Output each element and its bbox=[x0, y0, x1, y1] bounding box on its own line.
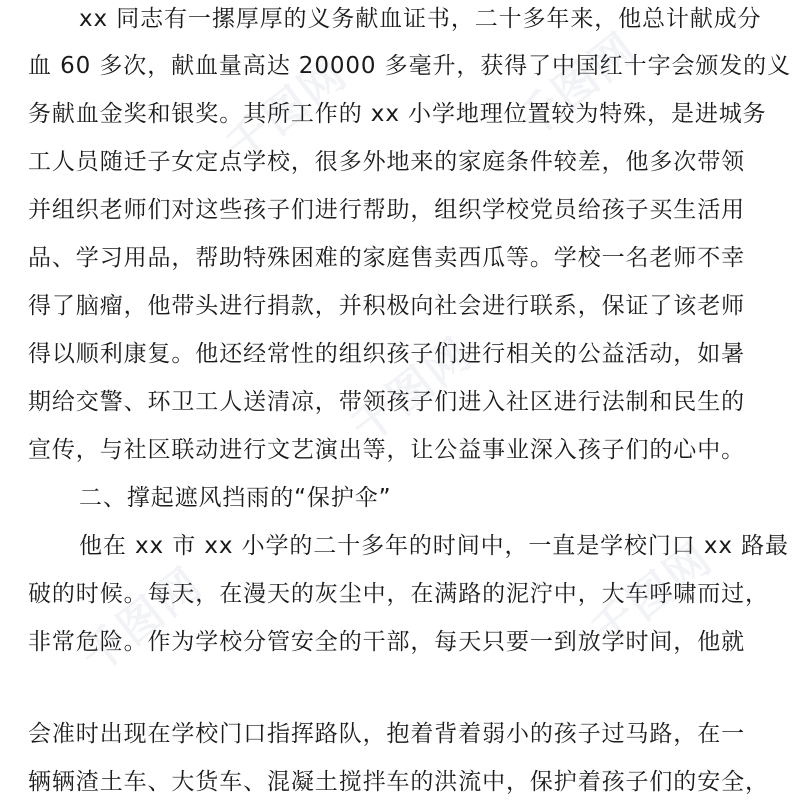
paragraph-line: 得以顺利康复。他还经常性的组织孩子们进行相关的公益活动，如暑 bbox=[28, 341, 745, 367]
section-heading: 二、撑起遮风挡雨的“保护伞” bbox=[79, 485, 392, 511]
paragraph-line: 宣传，与社区联动进行文艺演出等，让公益事业深入孩子们的心中。 bbox=[28, 437, 745, 463]
watermark: 千图网 bbox=[506, 22, 647, 149]
paragraph-line: 非常危险。作为学校分管安全的干部，每天只要一到放学时间，他就 bbox=[28, 629, 745, 655]
watermark: 千图网 bbox=[71, 557, 212, 684]
paragraph-line: 他在 xx 市 xx 小学的二十多年的时间中，一直是学校门口 xx 路最 bbox=[79, 533, 789, 559]
paragraph-line: 工人员随迁子女定点学校，很多外地来的家庭条件较差，他多次带领 bbox=[28, 149, 745, 175]
paragraph-line: 辆辆渣土车、大货车、混凝土搅拌车的洪流中，保护着孩子们的安全， bbox=[28, 769, 769, 795]
watermark: 千图网 bbox=[581, 532, 722, 659]
paragraph-line: 血 60 多次，献血量高达 20000 多毫升，获得了中国红十字会颁发的义 bbox=[28, 53, 791, 79]
paragraph-line: 破的时候。每天，在漫天的灰尘中，在满路的泥泞中，大车呼啸而过， bbox=[28, 581, 769, 607]
paragraph-line: 品、学习用品，帮助特殊困难的家庭售卖西瓜等。学校一名老师不幸 bbox=[28, 245, 745, 271]
paragraph-line: 务献血金奖和银奖。其所工作的 xx 小学地理位置较为特殊，是进城务 bbox=[28, 101, 767, 127]
paragraph-line: xx 同志有一摞厚厚的义务献血证书，二十多年来，他总计献成分 bbox=[79, 6, 762, 32]
watermark: 千图网 bbox=[216, 47, 357, 174]
paragraph-line: 会准时出现在学校门口指挥路队，抱着背着弱小的孩子过马路，在一 bbox=[28, 721, 745, 747]
paragraph-line: 并组织老师们对这些孩子们进行帮助，组织学校党员给孩子买生活用 bbox=[28, 197, 745, 223]
paragraph-line: 得了脑瘤，他带头进行捐款，并积极向社会进行联系，保证了该老师 bbox=[28, 293, 745, 319]
paragraph-line: 期给交警、环卫工人送清凉，带领孩子们进入社区进行法制和民生的 bbox=[28, 389, 745, 415]
watermark: 千图网 bbox=[341, 327, 482, 454]
